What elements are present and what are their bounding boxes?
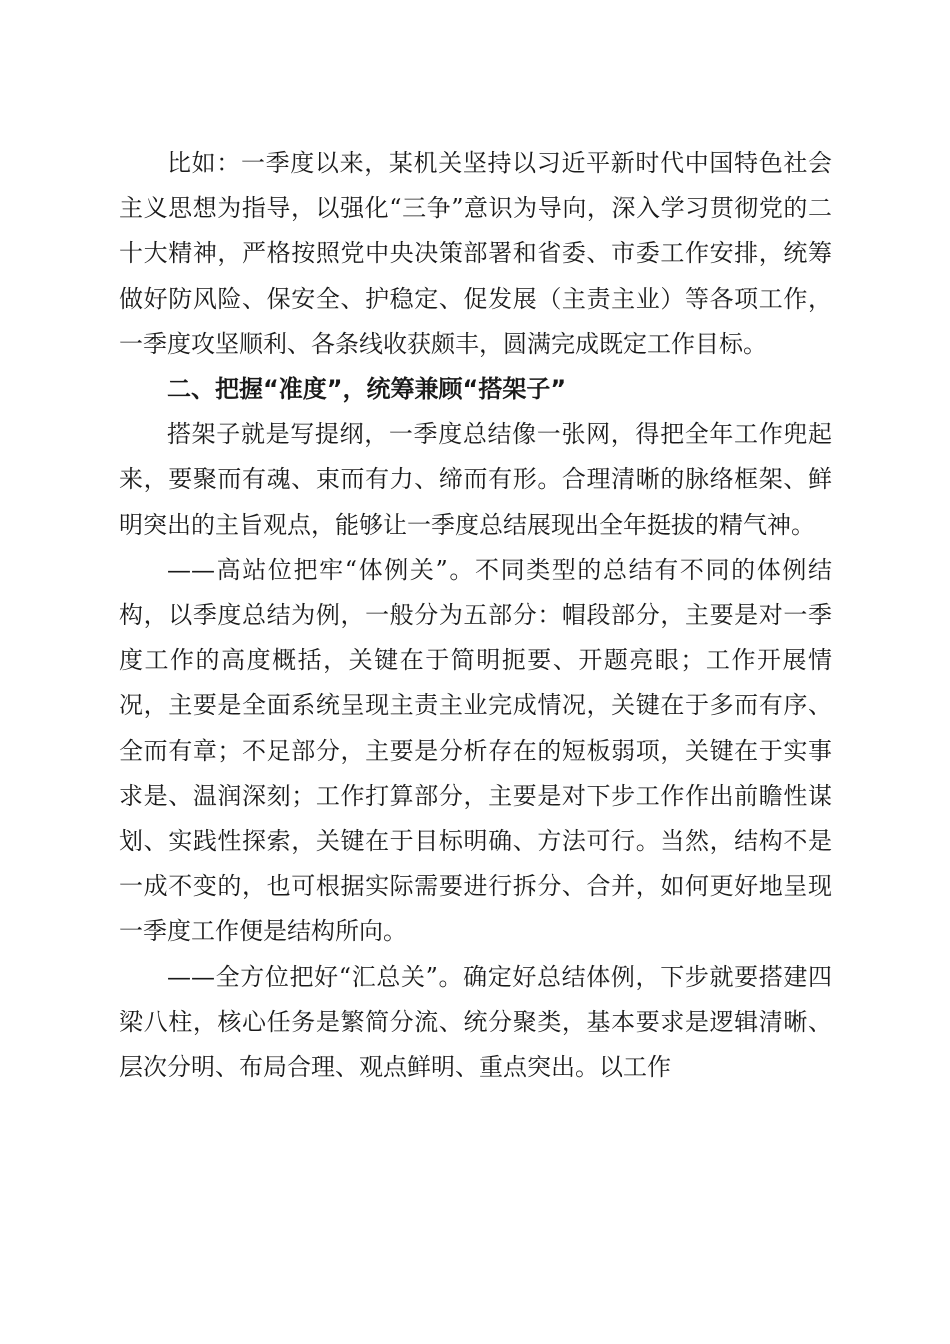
paragraph-style-check: ——高站位把牢“体例关”。不同类型的总结有不同的体例结构，以季度总结为例，一般分为五部分：帽段部分，主要是对一季度工作的高度概括，关键在于简明扼要、开题亮眼；工作开展情况，主要是全面系统呈现主责主业完成情况，关键在于多而有序、全而有章；不足部分，主要是分析存在的短板弱项，关键在于实事求是、温润深刻；工作打算部分，主要是对下步工作作出前瞻性谋划、实践性探索，关键在于目标明确、方法可行。当然，结构不是一成不变的，也可根据实际需要进行拆分、合并，如何更好地呈现一季度工作便是结构所向。 [119, 555, 832, 946]
paragraph-framework-intro: 搭架子就是写提纲，一季度总结像一张网，得把全年工作兜起来，要聚而有魂、束而有力、缔而有形。合理清晰的脉络框架、鲜明突出的主旨观点，能够让一季度总结展现出全年挺拔的精气神。 [119, 420, 832, 539]
section-heading-two: 二、把握“准度”，统筹兼顾“搭架子” [167, 375, 567, 404]
paragraph-example-summary: 比如：一季度以来，某机关坚持以习近平新时代中国特色社会主义思想为指导，以强化“三争”意识为导向，深入学习贯彻党的二十大精神，严格按照党中央决策部署和省委、市委工作安排，统筹做好防风险、保安全、护稳定、促发展（主责主业）等各项工作，一季度攻坚顺利、各条线收获颇丰，圆满完成既定工作目标。 [119, 149, 832, 358]
paragraph-summary-check: ——全方位把好“汇总关”。确定好总结体例，下步就要搭建四梁八柱，核心任务是繁简分流、统分聚类，基本要求是逻辑清晰、层次分明、布局合理、观点鲜明、重点突出。以工作 [119, 962, 832, 1082]
document-body [119, 141, 832, 1090]
